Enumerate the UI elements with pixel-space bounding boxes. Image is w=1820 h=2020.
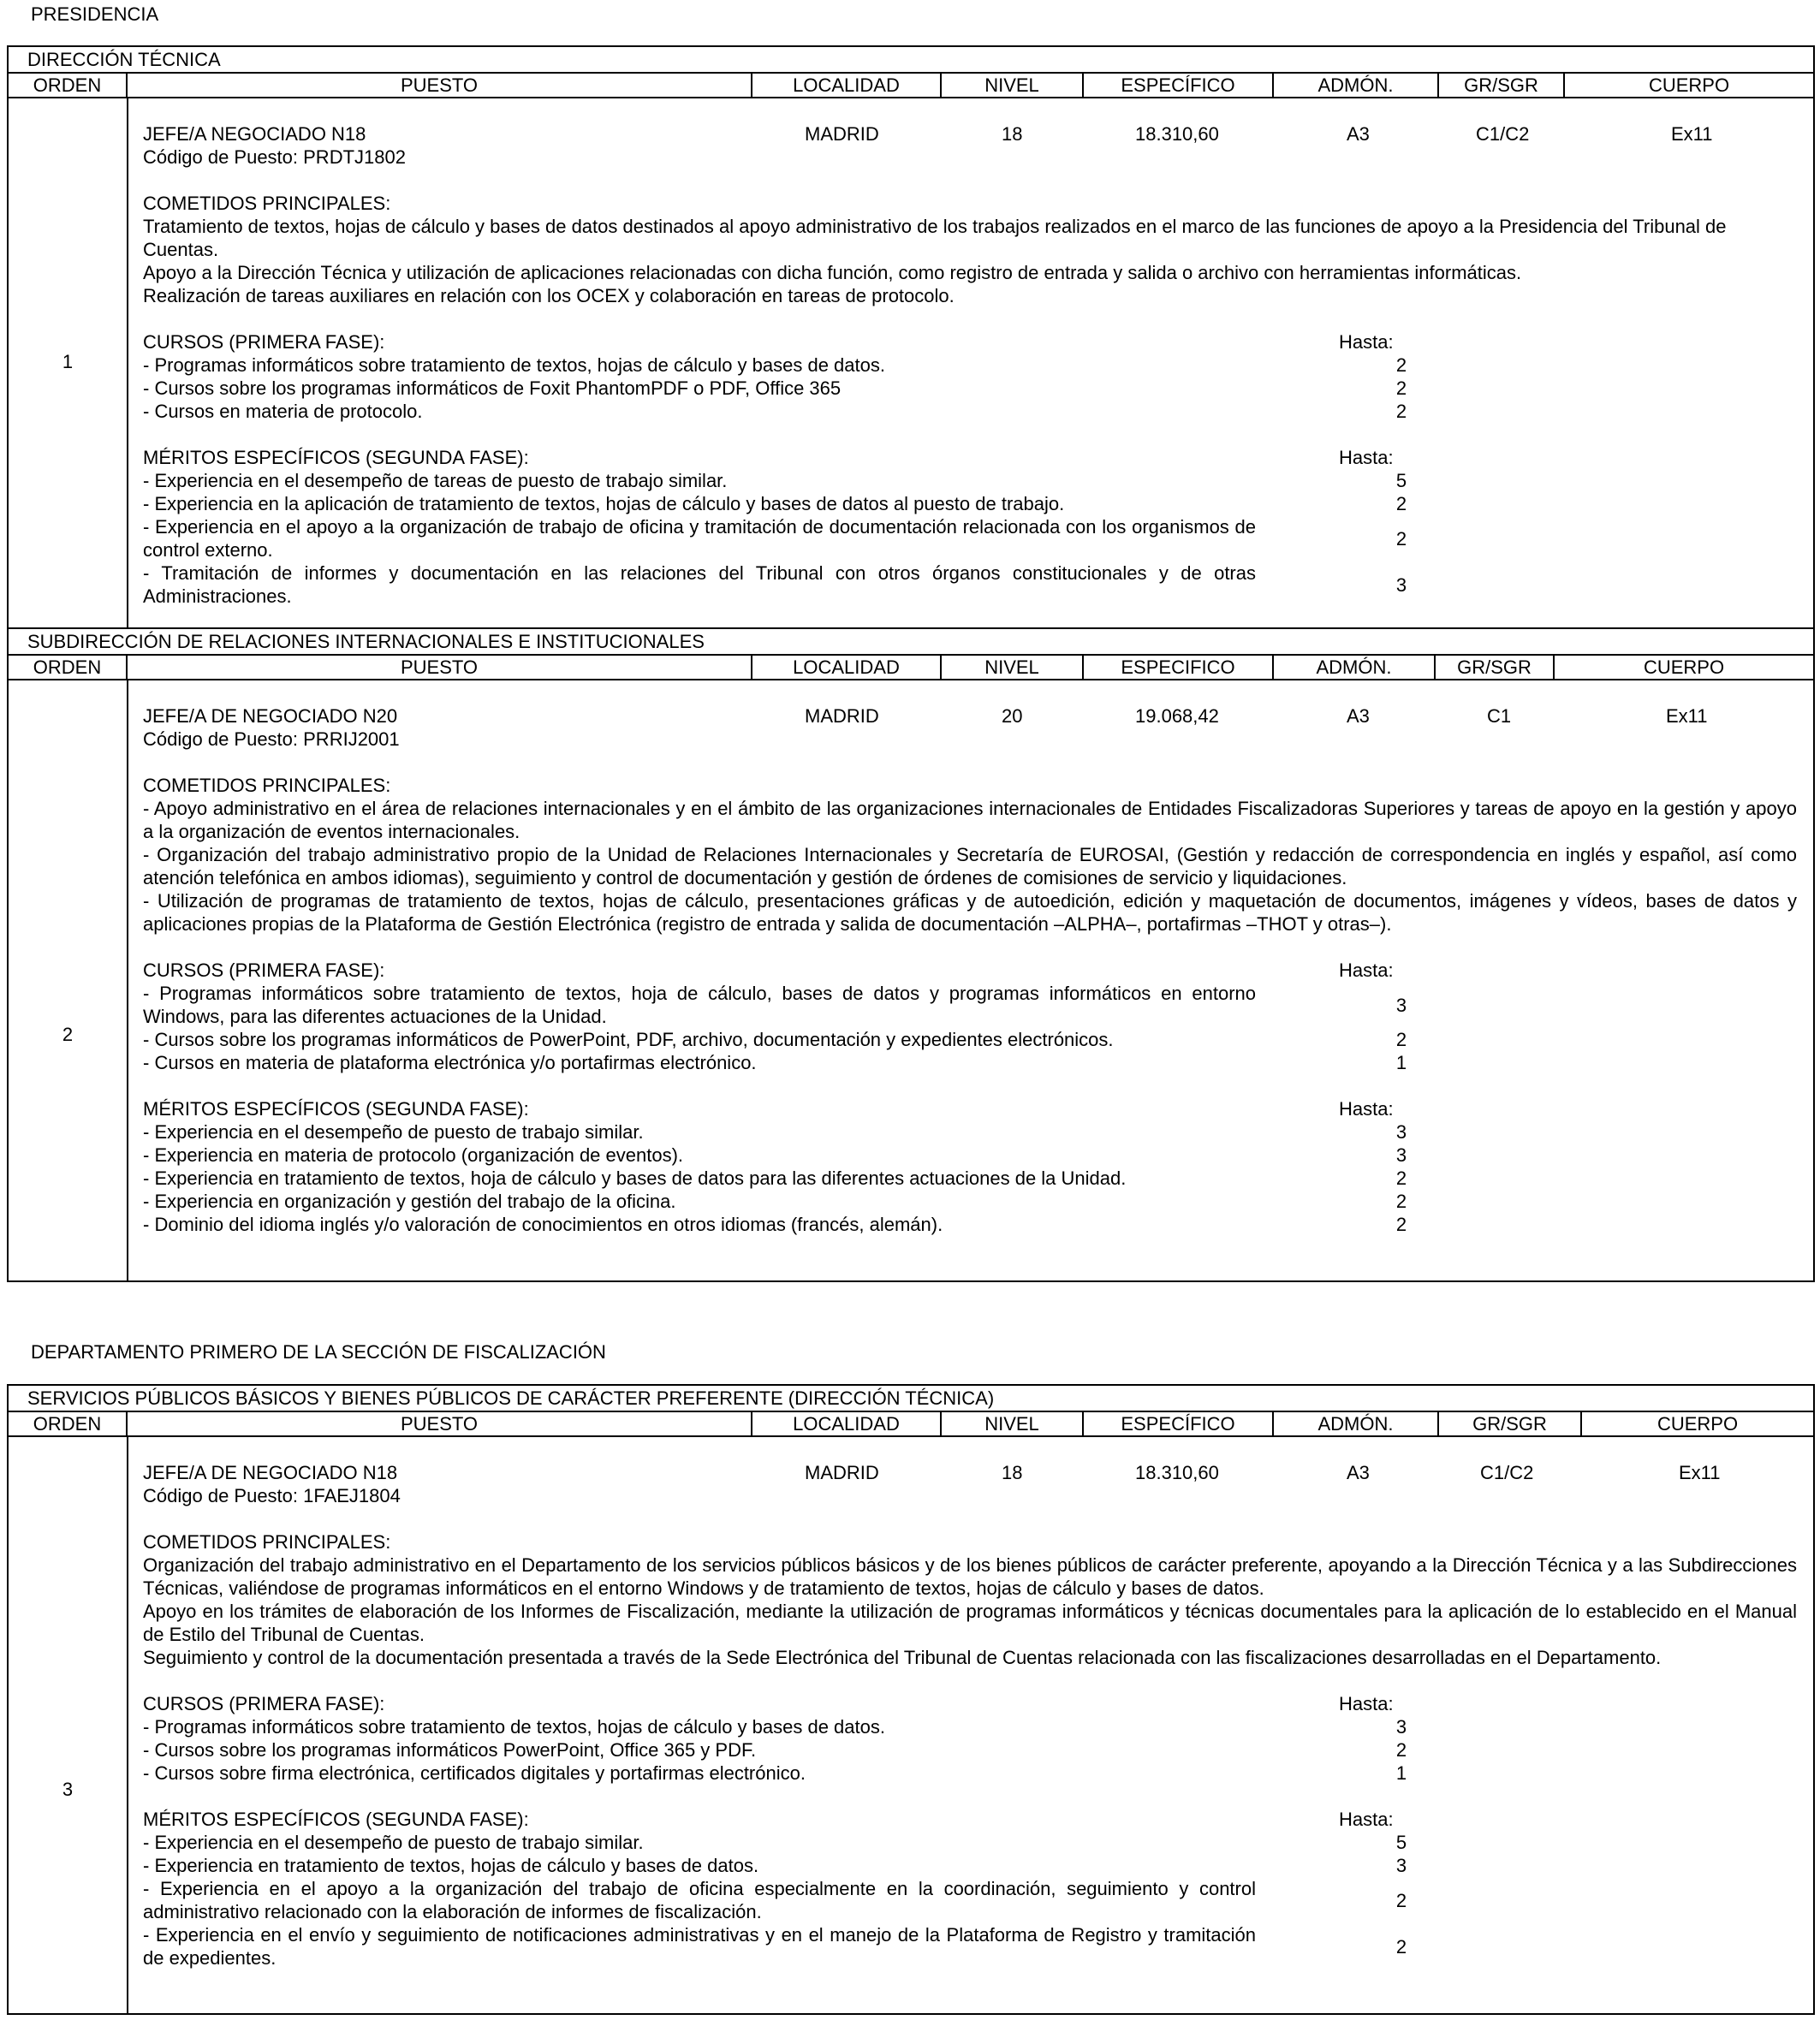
nivel-value: 20	[1002, 705, 1023, 727]
cometido-text: Seguimiento y control de la documentación presentada a través de la Sede Electrónica del Tribunal de Cuentas relacionada con las fiscalizaciones desarrolladas en el Departamento.	[143, 1647, 1662, 1668]
hasta-label: Hasta:	[1339, 1693, 1394, 1714]
cometido-text: Tratamiento de textos, hojas de cálculo y bases de datos destinados al apoyo administrativo de los trabajos realizados en el marco de las funciones de apoyo a la Presidencia del Tribunal de Cuentas.	[143, 216, 1727, 260]
position-details	[143, 1461, 1804, 1970]
merito-item	[143, 1877, 1804, 1923]
curso-item	[143, 400, 1769, 423]
cursos-heading-row	[143, 330, 1769, 354]
merito-text: - Tramitación de informes y documentación en las relaciones del Tribunal con otros órganos constitucionales y de otras Administraciones.	[143, 562, 1256, 607]
merito-text: - Dominio del idioma inglés y/o valoración de conocimientos en otros idiomas (francés, alemán).	[143, 1214, 943, 1235]
cometido-text: - Utilización de programas de tratamiento de textos, hojas de cálculo, presentaciones gráficas y de autoedición, edición y maquetación de documentos, imágenes y vídeos, bases de datos y aplicaciones propias de la Plataforma de Gestión Electrónica (registro de entrada y salida de documentación –ALPHA–, portafirmas –THOT y otras–).	[143, 890, 1797, 935]
nivel-value: 18	[1002, 1462, 1023, 1483]
page-heading-presidencia: PRESIDENCIA	[31, 3, 159, 25]
localidad-value: MADRID	[805, 123, 879, 145]
curso-item	[143, 1738, 1804, 1762]
puesto-name: JEFE/A DE NEGOCIADO N18	[143, 1462, 398, 1483]
position-summary-row	[143, 122, 1769, 146]
meritos-heading-row	[143, 446, 1769, 469]
orden-column	[9, 1437, 128, 2015]
curso-text: - Cursos en materia de plataforma electrónica y/o portafirmas electrónico.	[143, 1052, 757, 1073]
merito-points: 3	[1395, 1144, 1407, 1166]
position-section	[7, 1384, 1815, 2015]
curso-text: - Cursos sobre los programas informáticos de PowerPoint, PDF, archivo, documentación y expedientes electrónicos.	[143, 1029, 1114, 1050]
col-header-nivel: NIVEL	[942, 1412, 1084, 1435]
merito-item	[143, 515, 1769, 561]
cometido-text: Apoyo en los trámites de elaboración de los Informes de Fiscalización, mediante la utilización de programas informáticos y técnicas documentales para la aplicación de lo establecido en el Manual de Estilo del Tribunal de Cuentas.	[143, 1601, 1797, 1645]
position-section	[7, 627, 1815, 1282]
merito-points: 5	[1395, 1832, 1407, 1853]
col-header-cuerpo: CUERPO	[1656, 1413, 1739, 1435]
cometido-text: - Apoyo administrativo en el área de relaciones internacionales y en el ámbito de las organizaciones internacionales de Entidades Fiscalizadoras Superiores y tareas de apoyo en la gestión y apoyo a la organización de eventos internacionales.	[143, 798, 1797, 842]
cursos-heading: CURSOS (PRIMERA FASE):	[143, 1693, 385, 1714]
merito-text: - Experiencia en el desempeño de tareas de puesto de trabajo similar.	[143, 470, 728, 491]
merito-item	[143, 1167, 1804, 1190]
col-header-grsgr: GR/SGR	[1439, 74, 1565, 97]
merito-text: - Experiencia en la aplicación de tratamiento de textos, hojas de cálculo y bases de datos al puesto de trabajo.	[143, 493, 1065, 514]
col-header-grsgr: GR/SGR	[1436, 656, 1555, 679]
merito-item	[143, 1144, 1804, 1167]
admon-value: A3	[1347, 123, 1370, 145]
col-header-orden: ORDEN	[9, 1412, 128, 1435]
especifico-value: 18.310,60	[1135, 123, 1219, 145]
merito-item	[143, 1831, 1804, 1854]
merito-points: 3	[1395, 573, 1407, 596]
merito-text: - Experiencia en organización y gestión del trabajo de la oficina.	[143, 1191, 676, 1212]
section-title: DIRECCIÓN TÉCNICA	[9, 47, 1813, 74]
curso-points: 2	[1395, 1739, 1407, 1761]
orden-column	[9, 98, 128, 629]
hasta-label: Hasta:	[1339, 447, 1394, 468]
merito-points: 2	[1395, 1167, 1407, 1189]
merito-text: - Experiencia en el envío y seguimiento de notificaciones administrativas y en el manejo de la Plataforma de Registro y tramitación de expedientes.	[143, 1924, 1256, 1969]
curso-item	[143, 354, 1769, 377]
curso-text: - Programas informáticos sobre tratamiento de textos, hojas de cálculo y bases de datos.	[143, 354, 885, 376]
meritos-heading-row	[143, 1097, 1804, 1120]
meritos-heading: MÉRITOS ESPECÍFICOS (SEGUNDA FASE):	[143, 1098, 529, 1120]
especifico-value: 18.310,60	[1135, 1462, 1219, 1483]
curso-text: - Cursos en materia de protocolo.	[143, 401, 423, 422]
meritos-heading: MÉRITOS ESPECÍFICOS (SEGUNDA FASE):	[143, 447, 529, 468]
col-header-puesto: PUESTO	[128, 1412, 752, 1435]
orden-number: 3	[62, 1779, 74, 1800]
curso-points: 1	[1395, 1762, 1407, 1784]
localidad-value: MADRID	[805, 705, 879, 727]
merito-points: 2	[1395, 1935, 1407, 1958]
curso-item	[143, 1762, 1804, 1785]
codigo-puesto: Código de Puesto: 1FAEJ1804	[143, 1485, 401, 1506]
cuerpo-value: Ex11	[1666, 705, 1708, 727]
section-body	[9, 1437, 1813, 2015]
codigo-puesto: Código de Puesto: PRDTJ1802	[143, 146, 406, 168]
grsgr-value: C1/C2	[1480, 1462, 1534, 1483]
curso-points: 1	[1395, 1052, 1407, 1073]
merito-points: 2	[1395, 527, 1407, 550]
column-header-row	[9, 656, 1813, 680]
codigo-puesto: Código de Puesto: PRRIJ2001	[143, 728, 400, 750]
section-title: SERVICIOS PÚBLICOS BÁSICOS Y BIENES PÚBLICOS DE CARÁCTER PREFERENTE (DIRECCIÓN TÉCNICA)	[9, 1386, 1813, 1412]
merito-item	[143, 1854, 1804, 1877]
cometidos-heading: COMETIDOS PRINCIPALES:	[143, 775, 391, 796]
cursos-heading: CURSOS (PRIMERA FASE):	[143, 331, 385, 353]
puesto-name: JEFE/A DE NEGOCIADO N20	[143, 705, 398, 727]
curso-points: 3	[1395, 1716, 1407, 1738]
orden-column	[9, 680, 128, 1282]
column-header-row	[9, 74, 1813, 98]
curso-text: - Cursos sobre los programas informáticos de Foxit PhantomPDF o PDF, Office 365	[143, 377, 842, 399]
merito-points: 2	[1395, 1214, 1407, 1235]
hasta-label: Hasta:	[1339, 960, 1394, 981]
merito-points: 2	[1395, 493, 1407, 514]
merito-item	[143, 492, 1769, 515]
col-header-cuerpo: CUERPO	[1648, 74, 1730, 96]
position-section	[7, 45, 1815, 629]
curso-text: - Cursos sobre firma electrónica, certificados digitales y portafirmas electrónico.	[143, 1762, 806, 1784]
section-title: SUBDIRECCIÓN DE RELACIONES INTERNACIONALES E INSTITUCIONALES	[9, 629, 1813, 656]
merito-points: 2	[1395, 1889, 1407, 1911]
merito-points: 2	[1395, 1191, 1407, 1212]
curso-item	[143, 1715, 1804, 1738]
col-header-especifico: ESPECIFICO	[1084, 656, 1274, 679]
cursos-heading: CURSOS (PRIMERA FASE):	[143, 960, 385, 981]
cometido-text: Realización de tareas auxiliares en relación con los OCEX y colaboración en tareas de protocolo.	[143, 285, 955, 306]
grsgr-value: C1	[1487, 705, 1512, 727]
col-header-admon: ADMÓN.	[1274, 656, 1436, 679]
col-header-admon: ADMÓN.	[1274, 74, 1439, 97]
col-header-orden: ORDEN	[9, 656, 128, 679]
col-header-especifico: ESPECÍFICO	[1084, 74, 1274, 97]
merito-item	[143, 1213, 1804, 1236]
admon-value: A3	[1347, 705, 1370, 727]
merito-text: - Experiencia en el desempeño de puesto de trabajo similar.	[143, 1121, 644, 1143]
localidad-value: MADRID	[805, 1462, 879, 1483]
col-header-puesto: PUESTO	[128, 656, 752, 679]
cometidos-heading: COMETIDOS PRINCIPALES:	[143, 193, 391, 214]
curso-text: - Programas informáticos sobre tratamiento de textos, hoja de cálculo, bases de datos y programas informáticos en entorno Windows, para las diferentes actuaciones de la Unidad.	[143, 983, 1256, 1027]
curso-points: 2	[1395, 401, 1407, 422]
nivel-value: 18	[1002, 123, 1023, 145]
merito-item	[143, 469, 1769, 492]
merito-item	[143, 1120, 1804, 1144]
merito-text: - Experiencia en materia de protocolo (organización de eventos).	[143, 1144, 684, 1166]
position-summary-row	[143, 1461, 1804, 1484]
curso-item	[143, 1028, 1804, 1051]
cursos-heading-row	[143, 959, 1804, 982]
position-summary-row	[143, 704, 1804, 728]
col-header-admon: ADMÓN.	[1274, 1412, 1439, 1435]
meritos-heading-row	[143, 1808, 1804, 1831]
page-heading-departamento: DEPARTAMENTO PRIMERO DE LA SECCIÓN DE FISCALIZACIÓN	[31, 1341, 606, 1363]
col-header-especifico: ESPECÍFICO	[1084, 1412, 1274, 1435]
merito-points: 3	[1395, 1855, 1407, 1876]
curso-text: - Programas informáticos sobre tratamiento de textos, hojas de cálculo y bases de datos.	[143, 1716, 885, 1738]
curso-item	[143, 1051, 1804, 1074]
puesto-name: JEFE/A NEGOCIADO N18	[143, 123, 366, 145]
col-header-localidad: LOCALIDAD	[752, 74, 942, 97]
col-header-orden: ORDEN	[9, 74, 128, 97]
merito-item	[143, 1190, 1804, 1213]
meritos-heading: MÉRITOS ESPECÍFICOS (SEGUNDA FASE):	[143, 1809, 529, 1830]
section-body	[9, 680, 1813, 1282]
col-header-puesto: PUESTO	[128, 74, 752, 97]
cometido-text: Apoyo a la Dirección Técnica y utilización de aplicaciones relacionadas con dicha función, como registro de entrada y salida o archivo con herramientas informáticas.	[143, 262, 1522, 283]
curso-points: 2	[1395, 1029, 1407, 1050]
cursos-heading-row	[143, 1692, 1804, 1715]
merito-text: - Experiencia en tratamiento de textos, hoja de cálculo y bases de datos para las diferentes actuaciones de la Unidad.	[143, 1167, 1127, 1189]
merito-points: 5	[1395, 470, 1407, 491]
merito-text: - Experiencia en el apoyo a la organización del trabajo de oficina especialmente en la coordinación, seguimiento y control administrativo relacionado con la elaboración de informes de fiscalización.	[143, 1878, 1256, 1922]
section-body	[9, 98, 1813, 629]
col-header-grsgr: GR/SGR	[1439, 1412, 1582, 1435]
merito-item	[143, 561, 1769, 608]
column-header-row	[9, 1412, 1813, 1437]
merito-points: 3	[1395, 1121, 1407, 1143]
position-details	[143, 704, 1804, 1236]
merito-text: - Experiencia en tratamiento de textos, hojas de cálculo y bases de datos.	[143, 1855, 759, 1876]
curso-points: 3	[1395, 994, 1407, 1016]
grsgr-value: C1/C2	[1476, 123, 1530, 145]
merito-item	[143, 1923, 1804, 1970]
col-header-localidad: LOCALIDAD	[752, 656, 942, 679]
cuerpo-value: Ex11	[1679, 1462, 1721, 1483]
merito-text: - Experiencia en el apoyo a la organización de trabajo de oficina y tramitación de documentación relacionada con los organismos de control externo.	[143, 516, 1256, 561]
admon-value: A3	[1347, 1462, 1370, 1483]
curso-text: - Cursos sobre los programas informáticos PowerPoint, Office 365 y PDF.	[143, 1739, 757, 1761]
curso-points: 2	[1395, 377, 1407, 399]
curso-points: 2	[1395, 354, 1407, 376]
curso-item	[143, 377, 1769, 400]
especifico-value: 19.068,42	[1135, 705, 1219, 727]
col-header-cuerpo: CUERPO	[1643, 656, 1725, 678]
hasta-label: Hasta:	[1339, 331, 1394, 353]
orden-number: 1	[62, 351, 74, 372]
hasta-label: Hasta:	[1339, 1809, 1394, 1830]
col-header-nivel: NIVEL	[942, 74, 1084, 97]
curso-item	[143, 982, 1804, 1028]
merito-text: - Experiencia en el desempeño de puesto de trabajo similar.	[143, 1832, 644, 1853]
cometido-text: Organización del trabajo administrativo en el Departamento de los servicios públicos básicos y de los bienes públicos de carácter preferente, apoyando a la Dirección Técnica y a las Subdirecciones Técnicas, valiéndose de programas informáticos en el entorno Windows y de tratamiento de textos, hojas de cálculo y bases de datos.	[143, 1554, 1797, 1599]
col-header-localidad: LOCALIDAD	[752, 1412, 942, 1435]
orden-number: 2	[62, 1024, 74, 1045]
hasta-label: Hasta:	[1339, 1098, 1394, 1120]
col-header-nivel: NIVEL	[942, 656, 1084, 679]
cometidos-heading: COMETIDOS PRINCIPALES:	[143, 1531, 391, 1553]
position-details	[143, 122, 1769, 608]
cuerpo-value: Ex11	[1671, 123, 1713, 145]
cometido-text: - Organización del trabajo administrativo propio de la Unidad de Relaciones Internacionales y Secretaría de EUROSAI, (Gestión y redacción de correspondencia en inglés y español, así como atención telefónica en ambos idiomas), seguimiento y control de documentación y gestión de órdenes de comisiones de servicio y liquidaciones.	[143, 844, 1797, 888]
